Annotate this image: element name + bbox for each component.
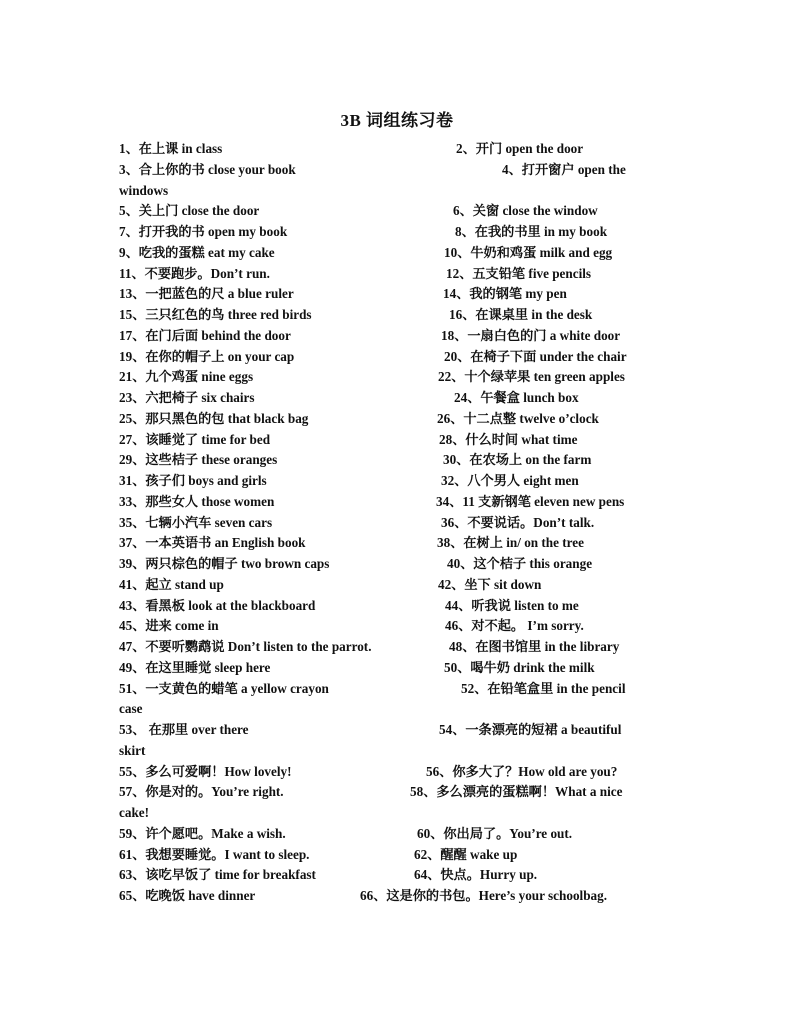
phrase-right: 62、醒醒 wake up	[414, 846, 518, 862]
phrase-row	[119, 450, 675, 471]
phrase-row	[119, 803, 675, 824]
phrase-right: 44、听我说 listen to me	[445, 597, 579, 613]
phrase-left: 33、那些女人 those women	[119, 493, 275, 509]
phrase-right: 28、什么时间 what time	[439, 431, 578, 447]
phrase-left: 35、七辆小汽车 seven cars	[119, 514, 273, 530]
phrase-right: 6、关窗 close the window	[453, 203, 598, 219]
phrase-row	[119, 575, 675, 596]
phrase-left: windows	[119, 182, 169, 198]
phrase-left: 43、看黑板 look at the blackboard	[119, 597, 316, 613]
phrase-left: 21、九个鸡蛋 nine eggs	[119, 369, 254, 385]
phrase-row	[119, 243, 675, 264]
phrase-row	[119, 699, 675, 720]
phrase-row	[119, 741, 675, 762]
phrase-left: 15、三只红色的鸟 three red birds	[119, 307, 312, 322]
phrase-row	[119, 720, 675, 741]
phrase-left: 53、 在那里 over there	[119, 722, 249, 737]
phrase-row	[119, 222, 675, 243]
phrase-left: 41、起立 stand up	[119, 576, 224, 592]
phrase-left: 47、不要听鹦鹉说 Don’t listen to the parrot.	[119, 639, 372, 654]
phrase-row	[119, 782, 675, 803]
phrase-left: 23、六把椅子 six chairs	[119, 390, 255, 405]
phrase-right: 38、在树上 in/ on the tree	[437, 535, 585, 551]
phrase-right: 30、在农场上 on the farm	[443, 452, 592, 468]
phrase-right: 52、在铅笔盒里 in the pencil	[461, 680, 626, 696]
phrase-left: 5、关上门 close the door	[119, 203, 260, 219]
phrase-right: 50、喝牛奶 drink the milk	[444, 659, 595, 675]
phrase-left: 17、在门后面 behind the door	[119, 327, 291, 343]
phrase-left: 49、在这里睡觉 sleep here	[119, 659, 271, 675]
phrase-right: 14、我的钢笔 my pen	[443, 286, 567, 302]
phrase-row	[119, 201, 675, 222]
phrase-right: 42、坐下 sit down	[438, 576, 542, 592]
phrase-left: 37、一本英语书 an English book	[119, 535, 306, 551]
phrase-left: 59、许个愿吧。Make a wish.	[119, 825, 286, 841]
phrase-left: 7、打开我的书 open my book	[119, 224, 288, 239]
phrase-left: 11、不要跑步。Don’t run.	[119, 265, 270, 281]
phrase-left: 65、吃晚饭 have dinner	[119, 888, 256, 903]
phrase-left: 31、孩子们 boys and girls	[119, 473, 267, 488]
phrase-left: 13、一把蓝色的尺 a blue ruler	[119, 286, 294, 302]
phrase-left: 9、吃我的蛋糕 eat my cake	[119, 244, 275, 260]
phrase-row	[119, 409, 675, 430]
phrase-row	[119, 658, 675, 679]
phrase-row	[119, 347, 675, 368]
phrase-right: 56、你多大了？How old are you?	[426, 763, 618, 779]
phrase-row	[119, 513, 675, 534]
phrase-row	[119, 388, 675, 409]
phrase-right: 58、多么漂亮的蛋糕啊！What a nice	[410, 784, 623, 800]
phrase-row	[119, 824, 675, 845]
phrase-left: cake!	[119, 805, 150, 820]
phrase-row	[119, 596, 675, 617]
phrase-left: 51、一支黄色的蜡笔 a yellow crayon	[119, 680, 329, 696]
phrase-row	[119, 367, 675, 388]
phrase-row	[119, 762, 675, 783]
phrase-right: 26、十二点整 twelve o’clock	[437, 410, 599, 426]
phrase-row	[119, 616, 675, 637]
phrase-right: 4、打开窗户 open the	[502, 161, 626, 177]
phrase-row	[119, 284, 675, 305]
phrase-right: 36、不要说话。Don’t talk.	[441, 514, 595, 530]
phrase-right: 64、快点。Hurry up.	[414, 867, 538, 883]
phrase-left: 39、两只棕色的帽子 two brown caps	[119, 556, 330, 571]
phrase-row	[119, 865, 675, 886]
phrase-row	[119, 139, 675, 160]
phrase-left: case	[119, 701, 143, 717]
phrase-row	[119, 181, 675, 202]
phrase-left: 57、你是对的。You’re right.	[119, 784, 284, 800]
phrase-right: 46、对不起。 I’m sorry.	[445, 618, 584, 634]
phrase-right: 22、十个绿苹果 ten green apples	[438, 369, 625, 385]
phrase-right: 60、你出局了。You’re out.	[417, 825, 573, 841]
phrase-right: 24、午餐盒 lunch box	[454, 390, 579, 405]
phrase-row	[119, 430, 675, 451]
phrase-row	[119, 160, 675, 181]
phrase-left: 27、该睡觉了 time for bed	[119, 431, 271, 447]
phrase-left: 61、我想要睡觉。I want to sleep.	[119, 846, 310, 862]
phrase-row	[119, 533, 675, 554]
phrase-right: 32、八个男人 eight men	[441, 473, 579, 488]
phrase-right: 12、五支铅笔 five pencils	[446, 265, 592, 281]
phrase-list	[119, 139, 675, 907]
phrase-row	[119, 637, 675, 658]
phrase-right: 66、这是你的书包。Here’s your schoolbag.	[360, 888, 608, 903]
phrase-right: 16、在课桌里 in the desk	[449, 307, 593, 322]
phrase-row	[119, 326, 675, 347]
phrase-left: skirt	[119, 742, 146, 758]
phrase-left: 55、多么可爱啊！How lovely!	[119, 763, 292, 779]
phrase-left: 19、在你的帽子上 on your cap	[119, 348, 295, 364]
phrase-right: 18、一扇白色的门 a white door	[441, 327, 621, 343]
phrase-row	[119, 886, 675, 907]
phrase-right: 8、在我的书里 in my book	[455, 224, 608, 239]
phrase-row	[119, 264, 675, 285]
phrase-left: 63、该吃早饭了 time for breakfast	[119, 867, 316, 883]
phrase-row	[119, 305, 675, 326]
phrase-row	[119, 845, 675, 866]
phrase-right: 40、这个桔子 this orange	[447, 556, 593, 571]
phrase-left: 1、在上课 in class	[119, 141, 223, 156]
phrase-row	[119, 492, 675, 513]
phrase-row	[119, 471, 675, 492]
phrase-left: 25、那只黑色的包 that black bag	[119, 410, 309, 426]
phrase-right: 34、11 支新钢笔 eleven new pens	[436, 493, 625, 509]
phrase-right: 54、一条漂亮的短裙 a beautiful	[439, 722, 622, 737]
phrase-right: 2、开门 open the door	[456, 141, 584, 156]
phrase-row	[119, 554, 675, 575]
phrase-right: 20、在椅子下面 under the chair	[444, 348, 627, 364]
page-title: 3B 词组练习卷	[340, 111, 454, 130]
phrase-left: 45、进来 come in	[119, 618, 219, 634]
phrase-right: 10、牛奶和鸡蛋 milk and egg	[444, 244, 613, 260]
phrase-row	[119, 679, 675, 700]
phrase-left: 29、这些桔子 these oranges	[119, 452, 278, 468]
phrase-left: 3、合上你的书 close your book	[119, 161, 296, 177]
phrase-right: 48、在图书馆里 in the library	[449, 639, 620, 654]
